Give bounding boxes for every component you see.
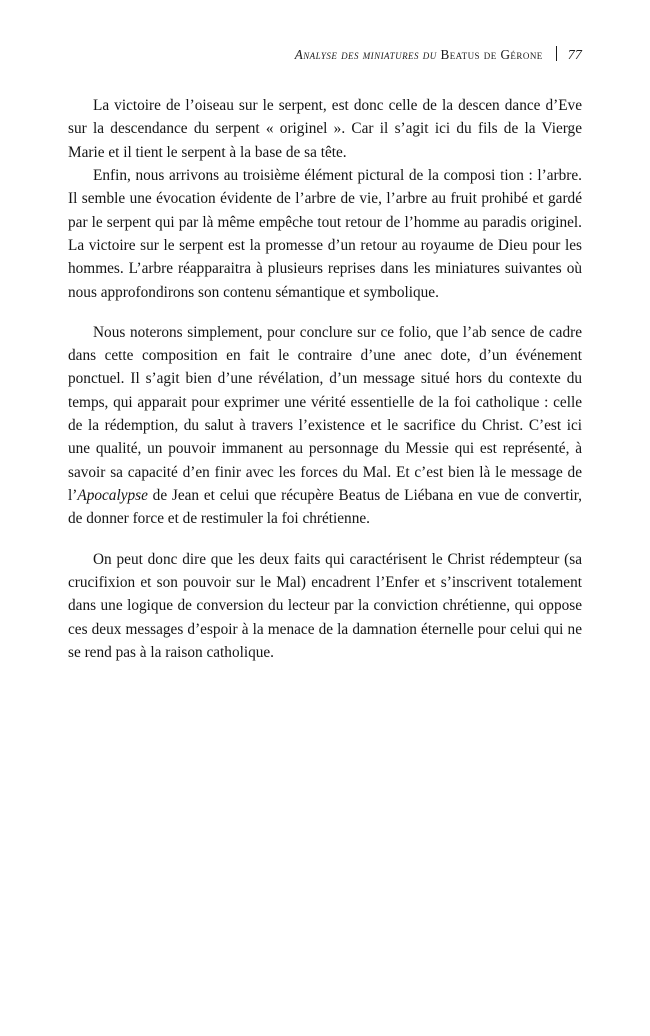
running-head	[68, 44, 582, 64]
paragraph-3-run-3: de Jean et celui que récupère Beatus de Liébana en vue de convertir, de donner force et de restimuler la foi chrétienne.	[68, 487, 582, 528]
paragraph-1	[68, 94, 582, 164]
page-content	[68, 44, 582, 664]
paragraph-3	[68, 321, 582, 531]
paragraph-2	[68, 164, 582, 304]
running-head-divider	[556, 46, 557, 61]
paragraph-4-run-1: On peut donc dire que les deux faits qui caractérisent le Christ rédempteur (sa crucifixion et son pouvoir sur le Mal) encadrent l’Enfer et s’inscrivent totalement dans une logique de conversion du lecteur par la conviction chrétienne, qui oppose ces deux messages d’espoir à la menace de la damnation éternelle pour celui qui ne se rend pas à la raison catholique.	[68, 550, 582, 661]
paragraph-2-run-1: Enfin, nous arrivons au troisième élément pictural de la composi tion : l’arbre. Il semble une évocation évidente de l’arbre de vie, l’arbre au fruit prohibé et gardé par le serpent qui par là même empêche tout retour de l’homme au paradis originel. La victoire sur le serpent est la promesse d’un retour au royaume de Dieu pour les hommes. L’arbre réapparaitra à plusieurs reprises dans les miniatures suivantes où nous approfondirons son contenu sémantique et symbolique.	[68, 166, 582, 301]
paragraph-3-run-1: Nous noterons simplement, pour conclure sur ce folio, que l’ab sence de cadre dans cette composition en fait le contraire d’une anec dote, d’un événement ponctuel. Il s’agit bien d’une révélation, d’un message situé hors du contexte du temps, qui apparait pour exprimer une vérité essentielle de la foi catholique : celle de la rédemption, du salut à travers l’existence et le sacrifice du Christ. C’est ici une qualité, un pouvoir immanent au personnage du Messie qui est représenté, à savoir sa capacité d’en finir avec les forces du Mal. Et c’est bien là le message de l’	[68, 323, 582, 504]
running-head-title	[295, 47, 543, 63]
paragraph-3-run-2-italic: Apocalypse	[77, 487, 148, 504]
running-head-title-roman: Beatus de Gérone	[440, 47, 543, 62]
body-text	[68, 94, 582, 664]
paragraph-1-run-1: La victoire de l’oiseau sur le serpent, est donc celle de la descen dance d’Eve sur la descendance du serpent « originel ». Car il s’agit ici du fils de la Vierge Marie et il tient le serpent à la base de sa tête.	[68, 97, 582, 161]
running-head-title-italic: Analyse des miniatures du	[294, 47, 437, 62]
page-number: 77	[567, 48, 582, 63]
paragraph-4	[68, 548, 582, 665]
